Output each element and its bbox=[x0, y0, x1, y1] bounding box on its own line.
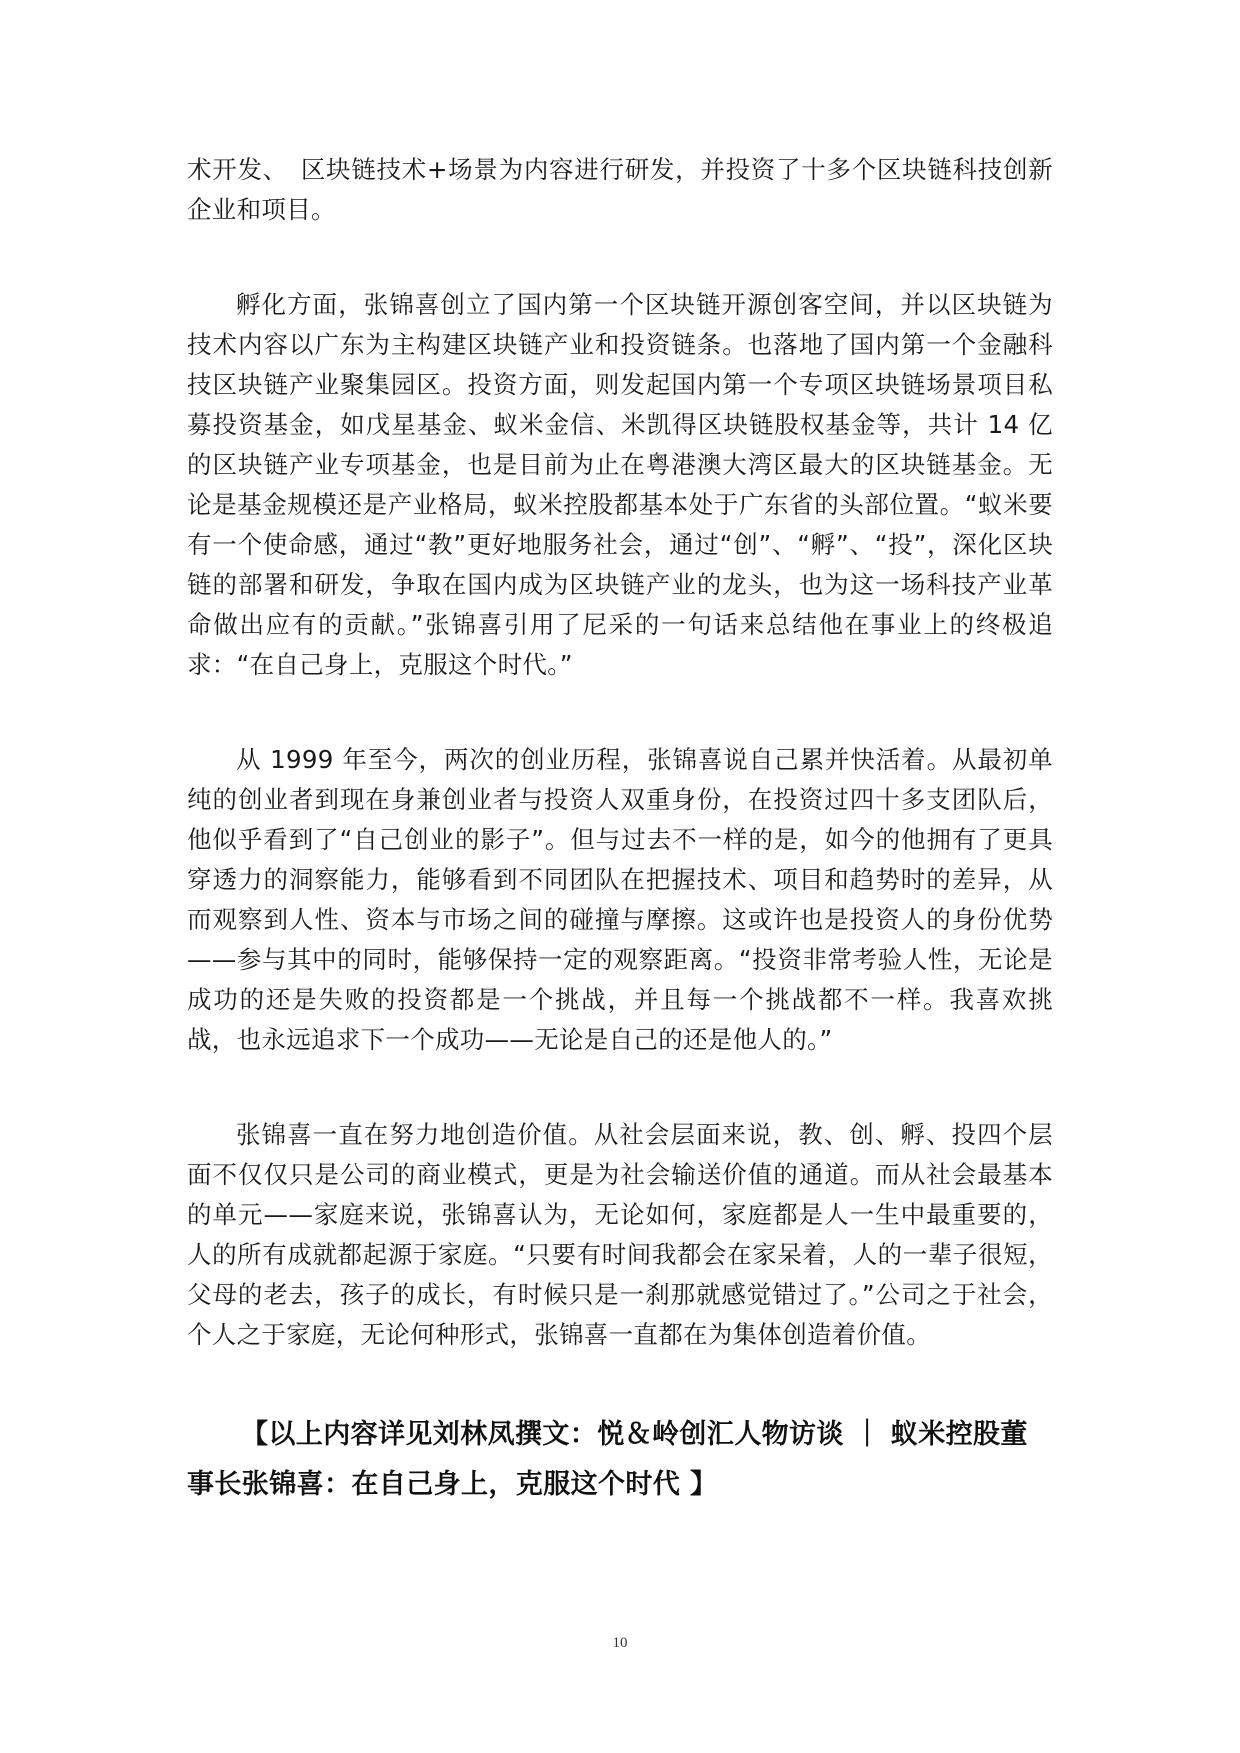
paragraph-gap bbox=[187, 1355, 1053, 1410]
paragraph-value-creation: 张锦喜一直在努力地创造价值。从社会层面来说，教、创、孵、投四个层面不仅仅只是公司的商业模式，更是为社会输送价值的通道。而从社会最基本的单元——家庭来说，张锦喜认为，无论如何，家庭都是人一生中最重要的，人的所有成就都起源于家庭。“只要有时间我都会在家呆着，人的一辈子很短，父母的老去，孩子的成长，有时候只是一刹那就感觉错过了。”公司之于社会，个人之于家庭，无论何种形式，张锦喜一直都在为集体创造着价值。 bbox=[187, 1120, 1053, 1349]
paragraph-entrepreneurship: 从 1999 年至今，两次的创业历程，张锦喜说自己累并快活着。从最初单纯的创业者到现在身兼创业者与投资人双重身份，在投资过四十多支团队后，他似乎看到了“自己创业的影子”。但与过去不一样的是，如今的他拥有了更具穿透力的洞察能力，能够看到不同团队在把握技术、项目和趋势时的差异，从而观察到人性、资本与市场之间的碰撞与摩擦。这或许也是投资人的身份优势——参与其中的同时，能够保持一定的观察距离。“投资非常考验人性，无论是成功的还是失败的投资都是一个挑战，并且每一个挑战都不一样。我喜欢挑战，也永远追求下一个成功——无论是自己的还是他人的。” bbox=[187, 745, 1053, 1054]
paragraph-continued: 术开发、 区块链技术+场景为内容进行研发，并投资了十多个区块链科技创新企业和项目。 bbox=[187, 155, 1053, 224]
paragraph-gap bbox=[187, 230, 1053, 285]
paragraph-gap bbox=[187, 685, 1053, 740]
paragraph-gap bbox=[187, 1060, 1053, 1115]
body-text bbox=[187, 150, 1053, 1510]
page-number: 10 bbox=[612, 1635, 628, 1651]
paragraph-incubation: 孵化方面，张锦喜创立了国内第一个区块链开源创客空间，并以区块链为技术内容以广东为主构建区块链产业和投资链条。也落地了国内第一个金融科技区块链产业聚集园区。投资方面，则发起国内第一个专项区块链场景项目私募投资基金，如戊星基金、蚁米金信、米凯得区块链股权基金等，共计 14 亿的区块链产业专项基金，也是目前为止在粤港澳大湾区最大的区块链基金。无论是基金规模还是产业格局，蚁米控股都基本处于广东省的头部位置。“蚁米要有一个使命感，通过“教”更好地服务社会，通过“创”、“孵”、“投”，深化区块链的部署和研发，争取在国内成为区块链产业的龙头，也为这一场科技产业革命做出应有的贡献。”张锦喜引用了尼采的一句话来总结他在事业上的终极追求：“在自己身上，克服这个时代。” bbox=[187, 290, 1053, 679]
source-note-heading: 【以上内容详见刘林凤撰文：悦＆岭创汇人物访谈 ｜ 蚁米控股董事长张锦喜：在自己身上，克服这个时代 】 bbox=[187, 1419, 1028, 1500]
